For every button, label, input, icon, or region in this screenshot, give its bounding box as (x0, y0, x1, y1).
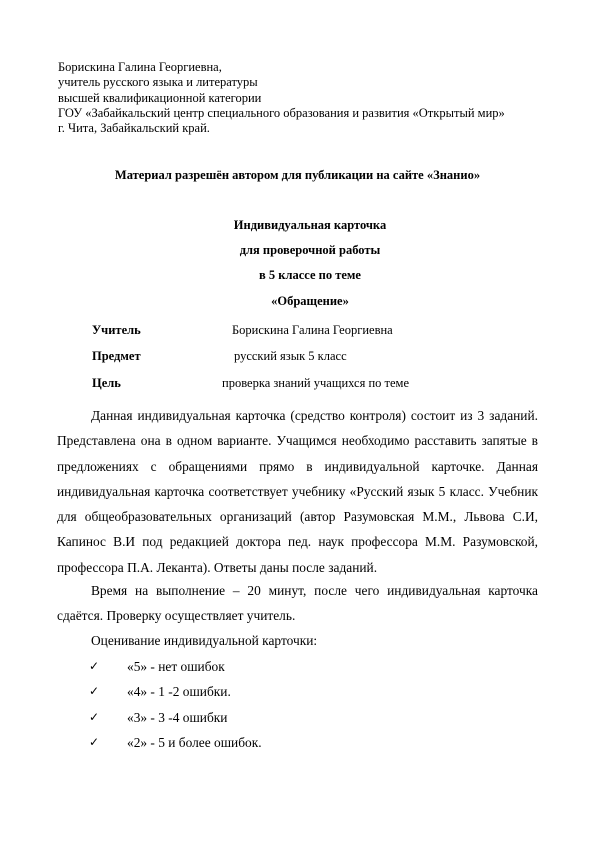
checkmark-icon: ✓ (89, 659, 100, 673)
card-title-line-4: «Обращение» (271, 294, 349, 308)
subject-value: русский язык 5 класс (234, 349, 347, 363)
description-paragraph (57, 403, 538, 580)
card-title-line-3: в 5 классе по теме (259, 268, 361, 282)
goal-row (92, 376, 409, 391)
grading-heading (57, 628, 538, 653)
teacher-row (92, 323, 393, 338)
grading-item-text: «3» - 3 -4 ошибки (127, 709, 228, 725)
checkmark-icon: ✓ (89, 684, 100, 699)
time-paragraph (57, 578, 538, 629)
author-organization: ГОУ «Забайкальский центр специального образования и развития «Открытый мир» (58, 105, 505, 120)
card-title-line-1: Индивидуальная карточка (233, 218, 387, 232)
author-block (58, 60, 538, 136)
grading-item-text: «5» - нет ошибок (127, 659, 225, 674)
grading-item-text: «2» - 5 и более ошибок. (127, 734, 262, 750)
publication-permission: Материал разрешён автором для публикации на сайте «Знанио» (114, 168, 481, 182)
grading-item-text: «4» - 1 -2 ошибки. (127, 684, 231, 700)
subject-row (92, 349, 347, 364)
subject-label: Предмет (92, 349, 141, 363)
description-text: Данная индивидуальная карточка (средство контроля) состоит из 3 заданий. Представлена она в одном варианте. Учащимся необходимо расставить запятые в предложениях с обращениями прямо в индивидуальной карточке. Данная индивидуальная карточка соответствует учебнику «Русский язык 5 класс. Учебник для общеобразовательных организаций (автор Разумовская М.М., Львова С.И, Капинос В.И под редакцией доктора пед. наук профессора М.М. Разумовской, профессора П.А. Леканта). Ответы даны после заданий. (57, 408, 538, 575)
goal-label: Цель (92, 376, 121, 390)
author-city: г. Чита, Забайкальский край. (58, 121, 210, 136)
checkmark-icon: ✓ (89, 709, 100, 724)
author-position: учитель русского языка и литературы (58, 75, 258, 90)
goal-value: проверка знаний учащихся по теме (222, 376, 409, 390)
author-category: высшей квалификационной категории (58, 90, 262, 105)
time-text: Время на выполнение – 20 минут, после чего индивидуальная карточка сдаётся. Проверку осуществляет учитель. (57, 583, 538, 624)
author-name: Борискина Галина Георгиевна, (58, 60, 222, 74)
teacher-label: Учитель (92, 323, 141, 337)
teacher-value: Борискина Галина Георгиевна (232, 323, 393, 337)
grading-heading-text: Оценивание индивидуальной карточки: (91, 633, 318, 648)
card-title-line-2: для проверочной работы (239, 243, 381, 257)
checkmark-icon: ✓ (89, 734, 100, 749)
